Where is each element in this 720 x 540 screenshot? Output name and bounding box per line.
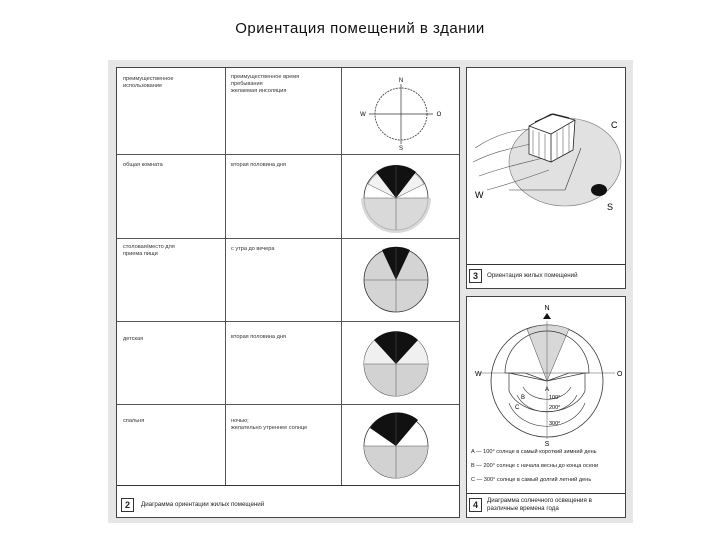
legend-c: C — 300° солнце в самый долгий летний день — [471, 477, 592, 483]
label-200: 200° — [549, 405, 561, 411]
label-c: C — [611, 120, 618, 130]
sunlight-diagram — [469, 299, 623, 447]
label-w: W — [475, 190, 484, 200]
label-s: S — [544, 441, 550, 447]
page-title: Ориентация помещений в здании — [235, 20, 485, 37]
row-use: столовая/место для приема пищи — [123, 244, 175, 257]
row-divider — [117, 238, 459, 239]
sun-diagram-living-room — [356, 160, 436, 234]
row-time: вторая половина дня — [231, 162, 286, 168]
sun-diagram-dining — [356, 242, 436, 316]
row-use: детская — [123, 336, 144, 342]
label-c: C — [515, 405, 520, 411]
label-a: A — [545, 387, 550, 393]
house-orientation-panel — [466, 67, 626, 289]
row-divider — [117, 321, 459, 322]
label-n: N — [544, 305, 550, 312]
caption-divider — [467, 493, 625, 494]
panel-caption: Диаграмма ориентации жилых помещений — [141, 501, 265, 508]
legend-b: B — 200° солнце с начала весны до конца осени — [471, 463, 599, 469]
panel-number: 4 — [469, 498, 482, 512]
compass-e-label: O — [436, 112, 442, 118]
row-use: спальня — [123, 418, 145, 424]
sun-diagram-bedroom — [356, 408, 436, 482]
compass-w-label: W — [360, 112, 366, 118]
label-s: S — [607, 202, 614, 212]
label-b: B — [521, 395, 526, 401]
legend-a: A — 100° солнце в самый короткий зимний день — [471, 449, 597, 455]
label-100: 100° — [549, 395, 561, 401]
compass-s-label: S — [398, 146, 404, 150]
sun-diagram-children — [356, 326, 436, 400]
compass-diagram — [351, 74, 451, 150]
label-e: O — [617, 371, 623, 378]
row-divider — [117, 154, 459, 155]
house-sketch — [469, 70, 623, 262]
row-time: с утра до вечера — [231, 246, 275, 252]
label-w: W — [475, 371, 482, 378]
caption-divider — [117, 485, 459, 486]
header-time: преимущественное время пребывания желаемая инсоляция — [231, 74, 300, 94]
caption-divider — [467, 264, 625, 265]
row-divider — [117, 404, 459, 405]
row-time: вторая половина дня — [231, 334, 286, 340]
panel-number: 3 — [469, 269, 482, 283]
row-time: ночью; желательно утреннее солнце — [231, 418, 308, 431]
column-divider — [341, 68, 342, 485]
panel-caption: Диаграмма солнечного освещения в различные времена года — [487, 497, 592, 512]
label-300: 300° — [549, 421, 561, 427]
row-use: общая комната — [123, 162, 163, 168]
column-divider — [225, 68, 226, 485]
panel-number: 2 — [121, 498, 134, 512]
panel-caption: Ориентация жилых помещений — [487, 272, 578, 279]
sunlight-diagram-panel — [466, 296, 626, 518]
header-use: преимущественное использование — [123, 76, 174, 89]
compass-n-label: N — [398, 78, 404, 84]
orientation-table-panel — [116, 67, 460, 518]
